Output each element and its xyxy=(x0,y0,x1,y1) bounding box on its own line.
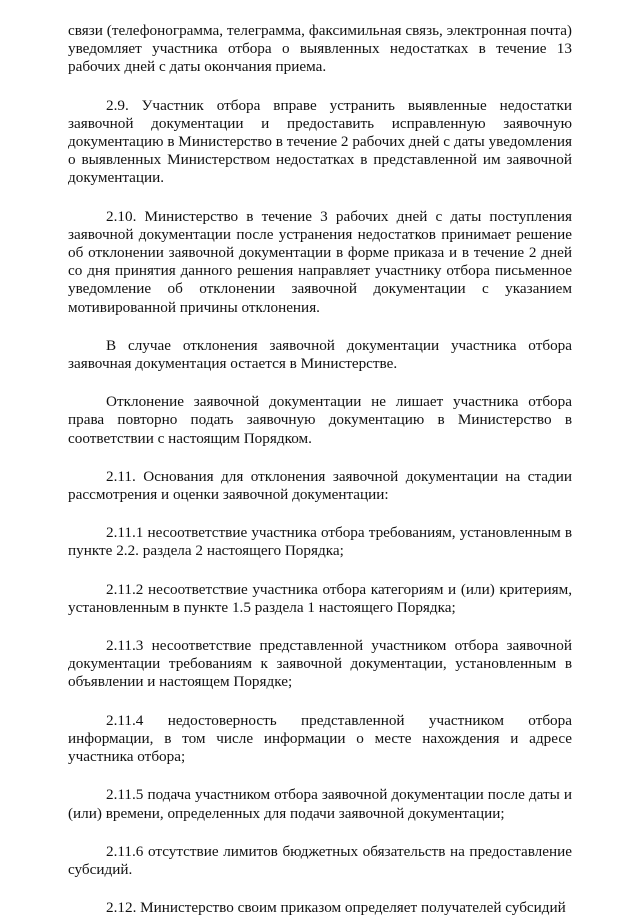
paragraph-2-12: 2.12. Министерство своим приказом определяет получателей субсидий xyxy=(106,899,566,917)
paragraph-2-10: 2.10. Министерство в течение 3 рабочих дней с даты поступления заявочной документации после устранения недостатков принимает решение об отклонении заявочной документации в форме приказа и в течение 2 дней со дня принятия данного решения направляет участнику отбора письменное уведомление об отклонении заявочной документации с указанием мотивированной причины отклонения. xyxy=(68,207,572,316)
paragraph-2-11-4: 2.11.4 недостоверность представленной участником отбора информации, в том числе информации о месте нахождения и адресе участника отбора; xyxy=(68,711,572,766)
paragraph-2-11-1: 2.11.1 несоответствие участника отбора требованиям, установленным в пункте 2.2. раздела 2 настоящего Порядка; xyxy=(68,524,572,560)
paragraph-rejection-note: Отклонение заявочной документации не лишает участника отбора права повторно подать заявочную документацию в Министерство в соответствии с настоящим Порядком. xyxy=(68,393,572,447)
paragraph-2-11-3: 2.11.3 несоответствие представленной участником отбора заявочной документации требованиям к заявочной документации, установленным в объявлении и настоящем Порядке; xyxy=(68,637,572,691)
paragraph-continuation: связи (телефонограмма, телеграмма, факсимильная связь, электронная почта) уведомляет участника отбора о выявленных недостатках в течение 13 рабочих дней с даты окончания приема. xyxy=(68,22,572,76)
paragraph-2-9: 2.9. Участник отбора вправе устранить выявленные недостатки заявочной документации и предоставить исправленную заявочную документацию в Министерство в течение 2 рабочих дней с даты уведомления о выявленных Министерством недостатках в представленной им заявочной документации. xyxy=(68,96,572,187)
paragraph-2-11-5: 2.11.5 подача участником отбора заявочной документации после даты и (или) времени, определенных для подачи заявочной документации; xyxy=(68,786,572,822)
paragraph-2-11-6: 2.11.6 отсутствие лимитов бюджетных обязательств на предоставление субсидий. xyxy=(68,842,572,878)
paragraph-2-11-2: 2.11.2 несоответствие участника отбора категориям и (или) критериям, установленным в пункте 1.5 раздела 1 настоящего Порядка; xyxy=(68,580,572,616)
paragraph-2-11: 2.11. Основания для отклонения заявочной документации на стадии рассмотрения и оценки заявочной документации: xyxy=(68,467,572,504)
paragraph-rejection-case: В случае отклонения заявочной документации участника отбора заявочная документация остается в Министерстве. xyxy=(68,336,572,373)
